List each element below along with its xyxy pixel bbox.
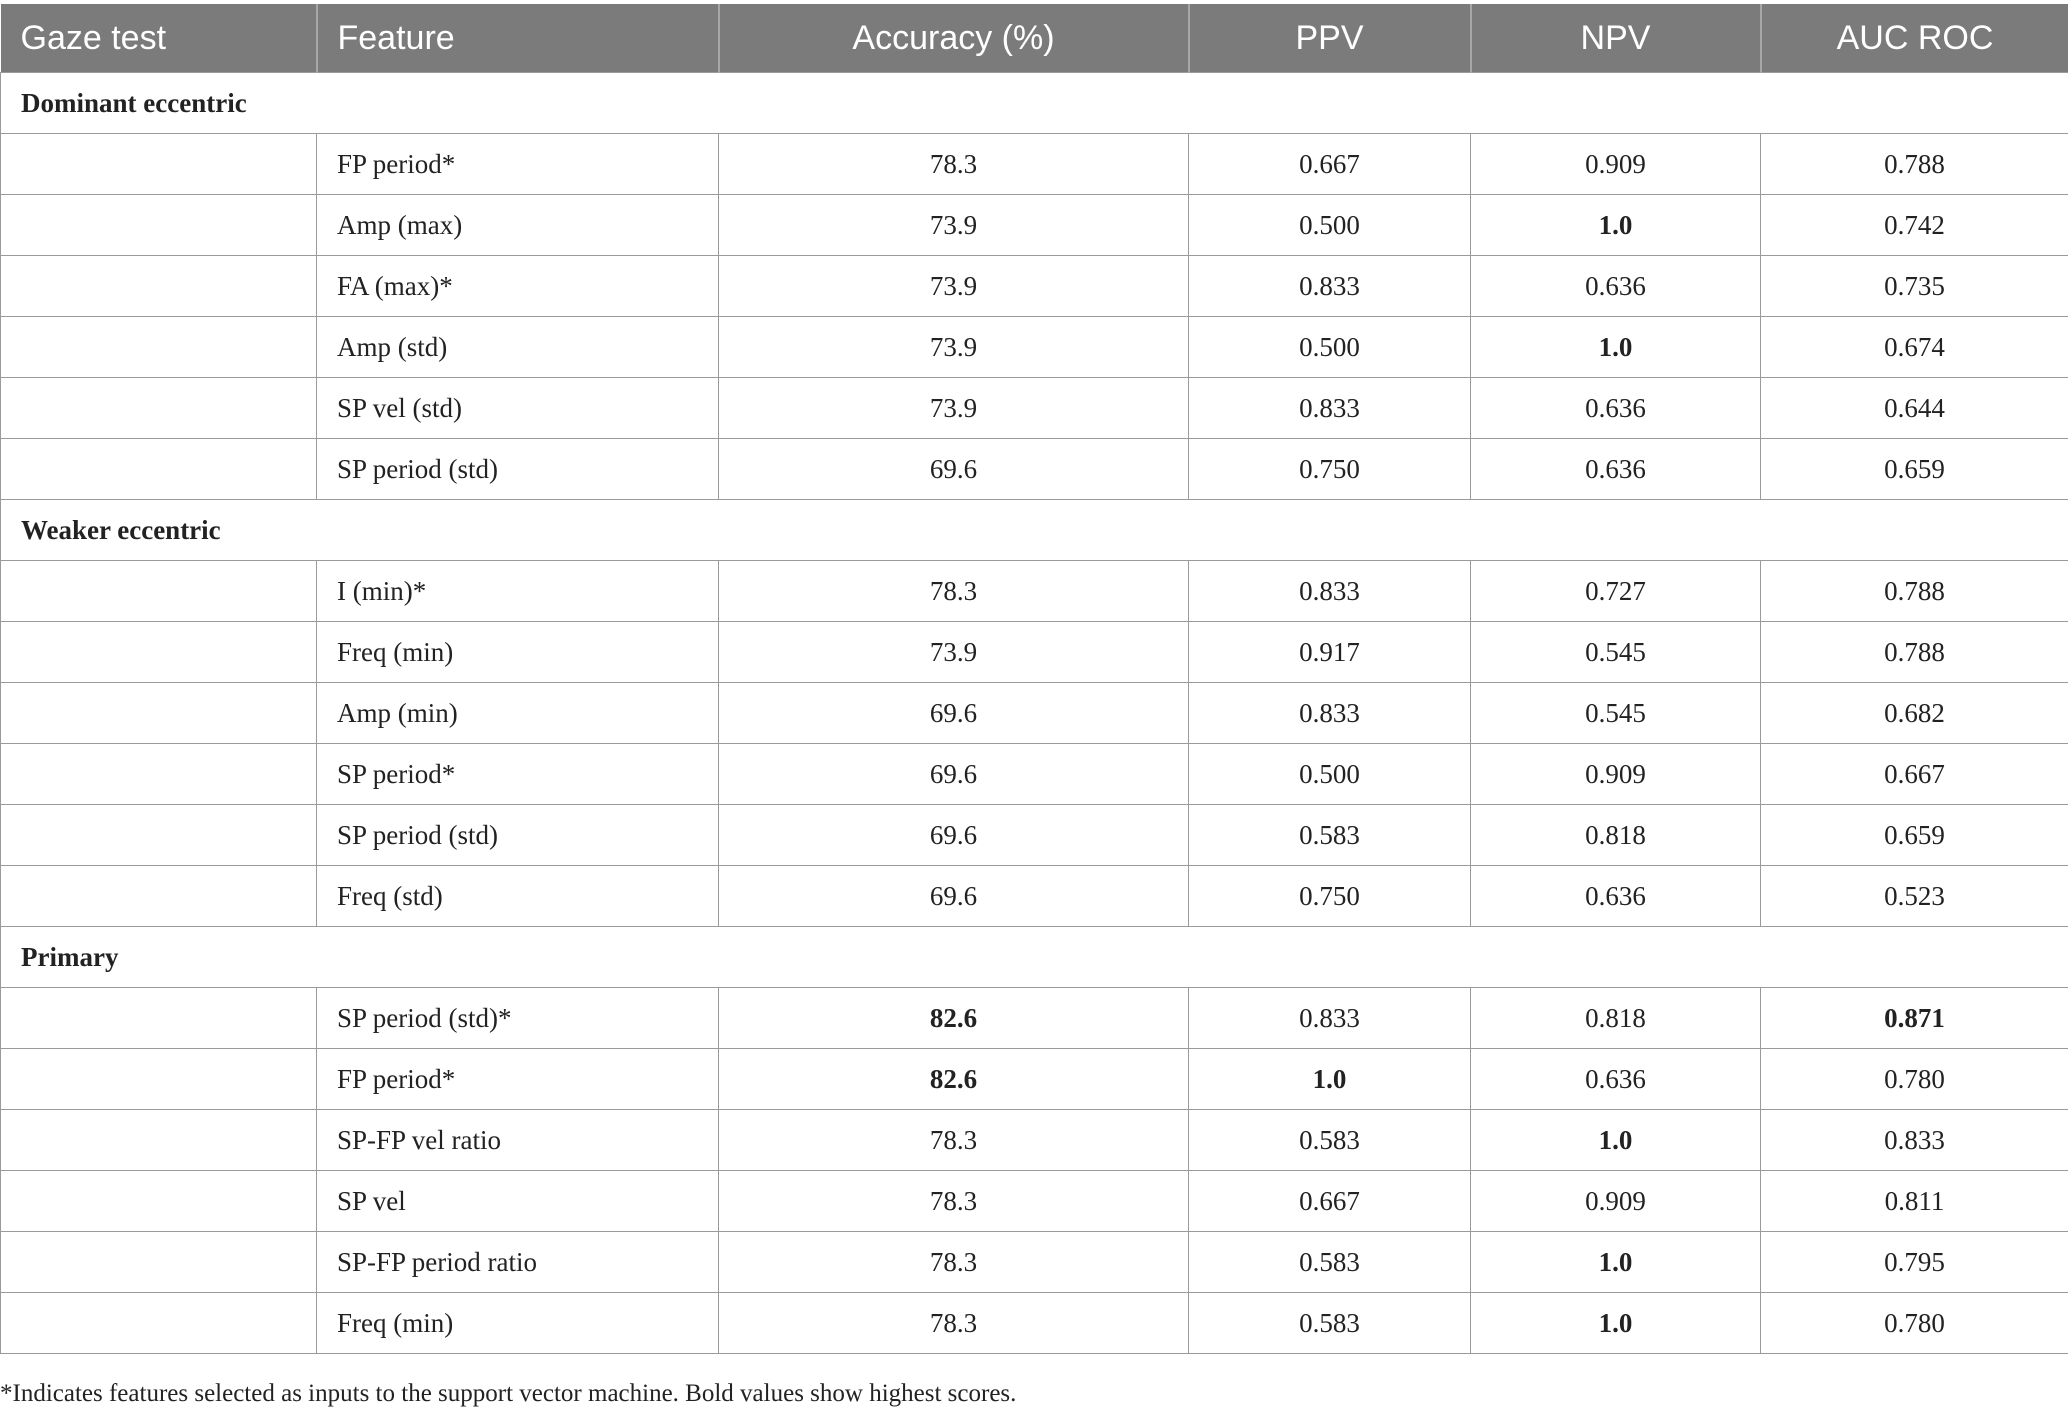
- feature-cell: SP-FP period ratio: [317, 1232, 719, 1293]
- feature-cell: SP period (std): [317, 439, 719, 500]
- table-row: [1, 317, 2068, 378]
- feature-cell: Amp (max): [317, 195, 719, 256]
- bold-value: 82.6: [929, 1002, 978, 1033]
- npv-cell: 0.636: [1471, 866, 1761, 927]
- gaze-test-cell: [1, 1232, 317, 1293]
- gaze-test-cell: [1, 256, 317, 317]
- header-auc-roc: AUC ROC: [1761, 4, 2068, 73]
- ppv-cell: 0.583: [1189, 805, 1471, 866]
- bold-value: 1.0: [1598, 331, 1633, 362]
- feature-cell: SP vel: [317, 1171, 719, 1232]
- ppv-cell: 0.667: [1189, 134, 1471, 195]
- gaze-test-cell: [1, 1293, 317, 1354]
- bold-value: 1.0: [1598, 1246, 1633, 1277]
- table-row: [1, 988, 2068, 1049]
- table-row: [1, 378, 2068, 439]
- feature-cell: SP period (std)*: [317, 988, 719, 1049]
- accuracy-cell: 78.3: [719, 1293, 1189, 1354]
- npv-cell: [1471, 195, 1761, 256]
- auc-roc-cell: 0.667: [1761, 744, 2068, 805]
- header-accuracy: Accuracy (%): [719, 4, 1189, 73]
- group-row: [1, 927, 2068, 988]
- auc-roc-cell: 0.735: [1761, 256, 2068, 317]
- auc-roc-cell: 0.780: [1761, 1049, 2068, 1110]
- feature-cell: Amp (std): [317, 317, 719, 378]
- table-row: [1, 439, 2068, 500]
- feature-cell: Amp (min): [317, 683, 719, 744]
- auc-roc-cell: 0.682: [1761, 683, 2068, 744]
- auc-roc-cell: 0.788: [1761, 622, 2068, 683]
- npv-cell: 0.545: [1471, 622, 1761, 683]
- gaze-test-cell: [1, 195, 317, 256]
- gaze-test-cell: [1, 317, 317, 378]
- accuracy-cell: 78.3: [719, 134, 1189, 195]
- npv-cell: 0.636: [1471, 439, 1761, 500]
- feature-cell: Freq (min): [317, 622, 719, 683]
- npv-cell: 0.909: [1471, 134, 1761, 195]
- accuracy-cell: 69.6: [719, 744, 1189, 805]
- group-row: [1, 73, 2068, 134]
- feature-cell: SP period*: [317, 744, 719, 805]
- table-row: [1, 1049, 2068, 1110]
- accuracy-cell: 69.6: [719, 805, 1189, 866]
- ppv-cell: 0.583: [1189, 1293, 1471, 1354]
- feature-cell: SP period (std): [317, 805, 719, 866]
- accuracy-cell: 78.3: [719, 1232, 1189, 1293]
- auc-roc-cell: 0.674: [1761, 317, 2068, 378]
- ppv-cell: 0.833: [1189, 561, 1471, 622]
- table-row: [1, 256, 2068, 317]
- gaze-test-cell: [1, 1110, 317, 1171]
- feature-cell: I (min)*: [317, 561, 719, 622]
- gaze-test-cell: [1, 439, 317, 500]
- ppv-cell: 0.750: [1189, 866, 1471, 927]
- table-row: [1, 561, 2068, 622]
- npv-cell: 0.909: [1471, 744, 1761, 805]
- auc-roc-cell: 0.795: [1761, 1232, 2068, 1293]
- bold-value: 1.0: [1312, 1063, 1347, 1094]
- auc-roc-cell: 0.644: [1761, 378, 2068, 439]
- table-row: [1, 866, 2068, 927]
- ppv-cell: 0.500: [1189, 195, 1471, 256]
- auc-roc-cell: 0.833: [1761, 1110, 2068, 1171]
- npv-cell: [1471, 1110, 1761, 1171]
- feature-cell: SP-FP vel ratio: [317, 1110, 719, 1171]
- auc-roc-cell: 0.780: [1761, 1293, 2068, 1354]
- npv-cell: 0.818: [1471, 805, 1761, 866]
- npv-cell: 0.545: [1471, 683, 1761, 744]
- ppv-cell: [1189, 1049, 1471, 1110]
- gaze-test-cell: [1, 134, 317, 195]
- gaze-test-cell: [1, 866, 317, 927]
- group-title: Dominant eccentric: [1, 73, 2068, 134]
- auc-roc-cell: 0.659: [1761, 439, 2068, 500]
- bold-value: 1.0: [1598, 1307, 1633, 1338]
- results-table: [0, 4, 2068, 1354]
- gaze-test-cell: [1, 622, 317, 683]
- group-title: Weaker eccentric: [1, 500, 2068, 561]
- npv-cell: 0.727: [1471, 561, 1761, 622]
- table-row: [1, 683, 2068, 744]
- accuracy-cell: 73.9: [719, 256, 1189, 317]
- auc-roc-cell: [1761, 988, 2068, 1049]
- accuracy-cell: 73.9: [719, 317, 1189, 378]
- accuracy-cell: [719, 988, 1189, 1049]
- npv-cell: 0.909: [1471, 1171, 1761, 1232]
- header-row: [1, 4, 2068, 73]
- accuracy-cell: 69.6: [719, 683, 1189, 744]
- auc-roc-cell: 0.523: [1761, 866, 2068, 927]
- npv-cell: 0.818: [1471, 988, 1761, 1049]
- group-title: Primary: [1, 927, 2068, 988]
- accuracy-cell: 69.6: [719, 866, 1189, 927]
- npv-cell: [1471, 1293, 1761, 1354]
- accuracy-cell: 78.3: [719, 561, 1189, 622]
- bold-value: 1.0: [1598, 209, 1633, 240]
- gaze-test-cell: [1, 378, 317, 439]
- ppv-cell: 0.833: [1189, 988, 1471, 1049]
- gaze-test-cell: [1, 1171, 317, 1232]
- accuracy-cell: 78.3: [719, 1171, 1189, 1232]
- ppv-cell: 0.583: [1189, 1110, 1471, 1171]
- feature-cell: FP period*: [317, 1049, 719, 1110]
- npv-cell: [1471, 1232, 1761, 1293]
- table-row: [1, 1171, 2068, 1232]
- npv-cell: 0.636: [1471, 1049, 1761, 1110]
- table-row: [1, 622, 2068, 683]
- gaze-test-cell: [1, 1049, 317, 1110]
- bold-value: 0.871: [1884, 1002, 1945, 1033]
- bold-value: 1.0: [1598, 1124, 1633, 1155]
- auc-roc-cell: 0.659: [1761, 805, 2068, 866]
- feature-cell: Freq (std): [317, 866, 719, 927]
- ppv-cell: 0.833: [1189, 683, 1471, 744]
- table-row: [1, 1232, 2068, 1293]
- ppv-cell: 0.583: [1189, 1232, 1471, 1293]
- auc-roc-cell: 0.788: [1761, 561, 2068, 622]
- table-row: [1, 1110, 2068, 1171]
- ppv-cell: 0.833: [1189, 256, 1471, 317]
- ppv-cell: 0.833: [1189, 378, 1471, 439]
- npv-cell: [1471, 317, 1761, 378]
- ppv-cell: 0.917: [1189, 622, 1471, 683]
- table-footnote: *Indicates features selected as inputs to the support vector machine. Bold values show highest scores.: [0, 1380, 1017, 1407]
- group-row: [1, 500, 2068, 561]
- auc-roc-cell: 0.811: [1761, 1171, 2068, 1232]
- table-row: [1, 134, 2068, 195]
- table-row: [1, 195, 2068, 256]
- gaze-test-cell: [1, 805, 317, 866]
- feature-cell: Freq (min): [317, 1293, 719, 1354]
- gaze-test-cell: [1, 744, 317, 805]
- gaze-test-cell: [1, 988, 317, 1049]
- table-row: [1, 744, 2068, 805]
- ppv-cell: 0.500: [1189, 317, 1471, 378]
- feature-cell: FA (max)*: [317, 256, 719, 317]
- accuracy-cell: [719, 1049, 1189, 1110]
- feature-cell: SP vel (std): [317, 378, 719, 439]
- accuracy-cell: 69.6: [719, 439, 1189, 500]
- feature-cell: FP period*: [317, 134, 719, 195]
- table-row: [1, 805, 2068, 866]
- header-gaze-test: Gaze test: [1, 4, 317, 73]
- table-body: [1, 73, 2068, 1354]
- gaze-test-cell: [1, 561, 317, 622]
- table-row: [1, 1293, 2068, 1354]
- ppv-cell: 0.667: [1189, 1171, 1471, 1232]
- header-ppv: PPV: [1189, 4, 1471, 73]
- accuracy-cell: 73.9: [719, 378, 1189, 439]
- auc-roc-cell: 0.742: [1761, 195, 2068, 256]
- accuracy-cell: 73.9: [719, 622, 1189, 683]
- bold-value: 82.6: [929, 1063, 978, 1094]
- header-feature: Feature: [317, 4, 719, 73]
- npv-cell: 0.636: [1471, 378, 1761, 439]
- header-npv: NPV: [1471, 4, 1761, 73]
- accuracy-cell: 73.9: [719, 195, 1189, 256]
- ppv-cell: 0.500: [1189, 744, 1471, 805]
- gaze-test-cell: [1, 683, 317, 744]
- accuracy-cell: 78.3: [719, 1110, 1189, 1171]
- auc-roc-cell: 0.788: [1761, 134, 2068, 195]
- npv-cell: 0.636: [1471, 256, 1761, 317]
- ppv-cell: 0.750: [1189, 439, 1471, 500]
